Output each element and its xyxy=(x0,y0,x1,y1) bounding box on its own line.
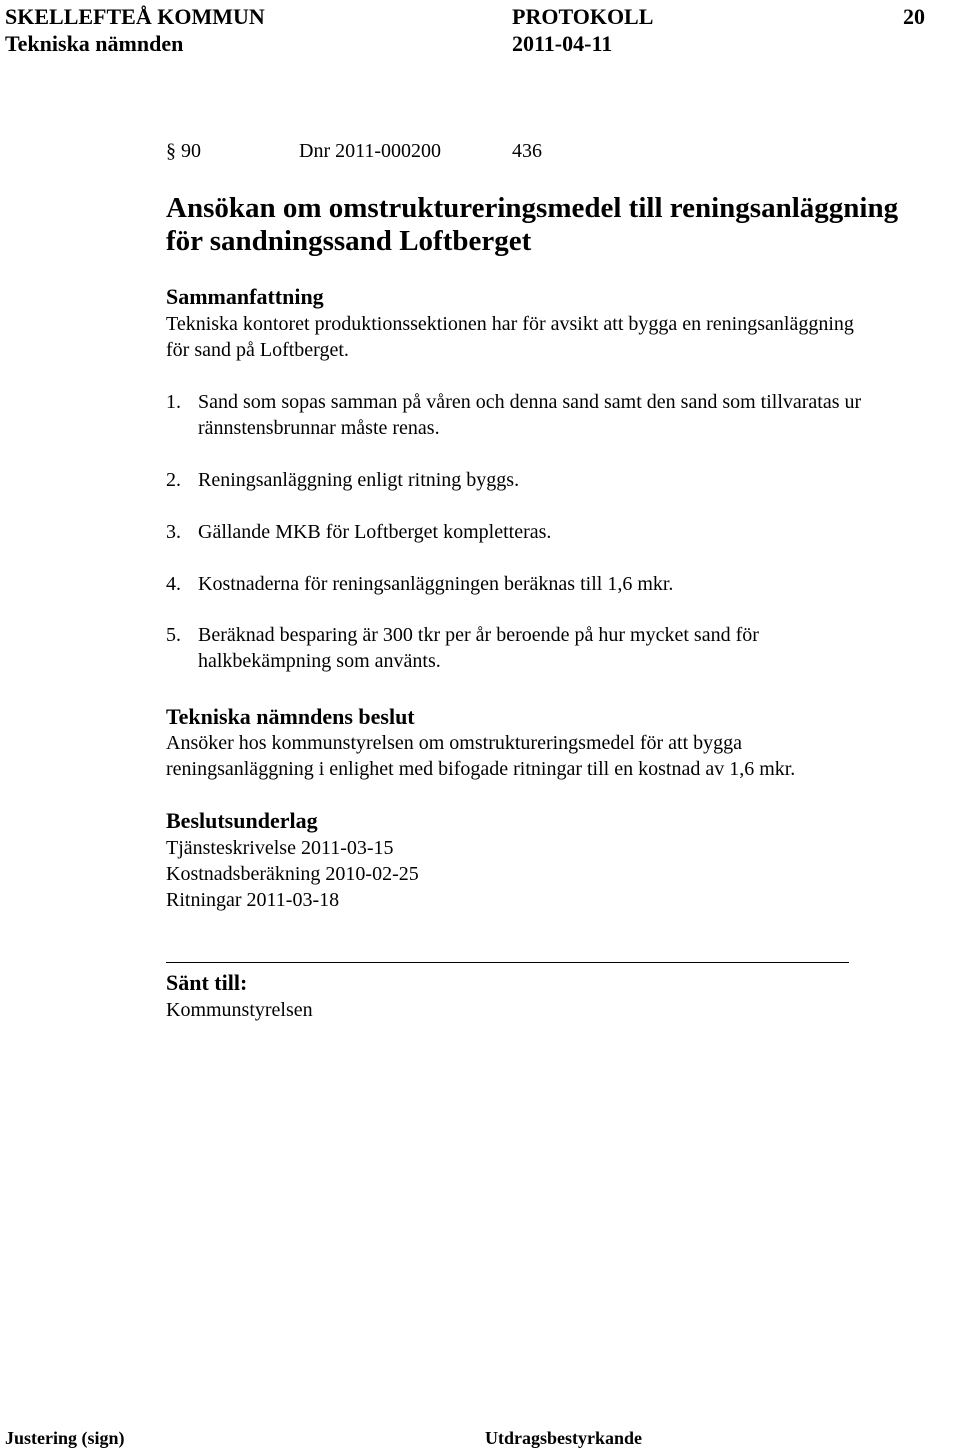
summary-line1: Tekniska kontoret produktionssektionen har för avsikt att bygga en reningsanläggning xyxy=(166,313,854,335)
header-date: 2011-04-11 xyxy=(512,31,613,56)
header-org: SKELLEFTEÅ KOMMUN xyxy=(5,4,265,29)
basis-doc-1: Tjänsteskrivelse 2011-03-15 xyxy=(166,837,394,859)
list-item-text: Beräknad besparing är 300 tkr per år beroende på hur mycket sand för xyxy=(198,624,759,646)
decision-heading: Tekniska nämndens beslut xyxy=(166,704,415,729)
footer-utdrag: Utdragsbestyrkande xyxy=(485,1428,643,1448)
list-item-number: 2. xyxy=(166,469,181,491)
header-doc-type: PROTOKOLL xyxy=(512,4,654,29)
summary-line2: för sand på Loftberget. xyxy=(166,339,349,361)
footer-justering: Justering (sign) xyxy=(5,1428,125,1448)
list-item-text: Sand som sopas samman på våren och denna sand samt den sand som tillvaratas ur xyxy=(198,391,862,413)
list-item-text-cont: halkbekämpning som använts. xyxy=(198,650,441,672)
summary-heading: Sammanfattning xyxy=(166,284,324,309)
list-item-number: 5. xyxy=(166,624,181,646)
list-item-number: 3. xyxy=(166,521,181,543)
page-title-line2: för sandningssand Loftberget xyxy=(166,225,532,257)
case-dnr: Dnr 2011-000200 xyxy=(299,140,442,162)
case-code: 436 xyxy=(512,140,542,162)
case-section: § 90 xyxy=(166,140,201,162)
page-title-line1: Ansökan om omstruktureringsmedel till reningsanläggning xyxy=(166,192,899,224)
section-divider xyxy=(166,962,849,963)
list-item-number: 1. xyxy=(166,391,181,413)
decision-line1: Ansöker hos kommunstyrelsen om omstruktureringsmedel för att bygga xyxy=(166,732,743,754)
sent-to-heading: Sänt till: xyxy=(166,970,248,995)
decision-line2: reningsanläggning i enlighet med bifogade ritningar till en kostnad av 1,6 mkr. xyxy=(166,758,796,780)
list-item-text: Kostnaderna för reningsanläggningen beräknas till 1,6 mkr. xyxy=(198,573,674,595)
basis-doc-2: Kostnadsberäkning 2010-02-25 xyxy=(166,863,419,885)
list-item-text-cont: rännstensbrunnar måste renas. xyxy=(198,417,440,439)
header-page-number: 20 xyxy=(903,4,925,29)
sent-to-recipient: Kommunstyrelsen xyxy=(166,999,313,1021)
basis-heading: Beslutsunderlag xyxy=(166,808,318,833)
header-committee: Tekniska nämnden xyxy=(5,31,184,56)
list-item-text: Reningsanläggning enligt ritning byggs. xyxy=(198,469,520,491)
list-item-text: Gällande MKB för Loftberget kompletteras. xyxy=(198,521,552,543)
basis-doc-3: Ritningar 2011-03-18 xyxy=(166,889,340,911)
list-item-number: 4. xyxy=(166,573,181,595)
